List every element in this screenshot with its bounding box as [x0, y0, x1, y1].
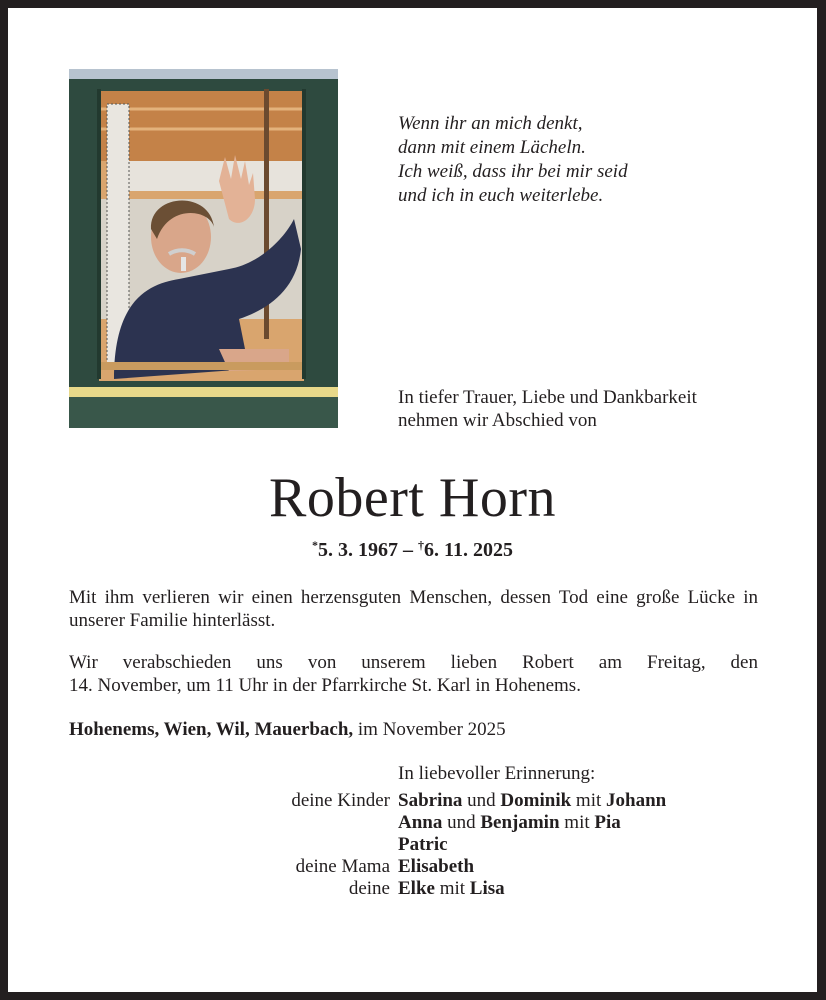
family-member-name: Lisa: [469, 878, 505, 899]
service-line: Wir verabschieden uns von unserem lieben Robert am Freitag, den: [69, 652, 758, 673]
relation-label: deine Kinder: [291, 790, 390, 811]
body-paragraph-service: [69, 651, 758, 697]
family-member-name: Elisabeth: [398, 856, 475, 877]
family-row: [198, 856, 798, 878]
family-row: [198, 834, 798, 856]
portrait-image-icon: [69, 69, 338, 428]
poem-line: Wenn ihr an mich denkt,: [398, 113, 583, 134]
family-member-name: Anna: [398, 812, 443, 833]
connector-text: mit: [559, 812, 595, 833]
intro-line: In tiefer Trauer, Liebe und Dankbarkeit: [398, 387, 697, 408]
relation-label: [198, 812, 398, 834]
family-member-name: Patric: [398, 834, 448, 855]
family-row: [198, 878, 798, 900]
deceased-name: Robert Horn: [268, 467, 556, 529]
service-line: 14. November, um 11 Uhr in der Pfarrkirche St. Karl in Hohenems.: [69, 675, 581, 696]
family-list: [198, 790, 798, 900]
birth-date: 5. 3. 1967: [318, 539, 399, 561]
poem-line: dann mit einem Lächeln.: [398, 137, 586, 158]
family-names: [398, 812, 621, 834]
relation-label: deine: [348, 878, 390, 899]
birth-star-icon: *: [312, 538, 319, 552]
family-names: [398, 790, 666, 812]
mourning-intro: [398, 386, 798, 432]
place-and-date: [69, 718, 506, 742]
family-member-name: Sabrina: [398, 790, 463, 811]
memorial-poem: [398, 112, 778, 208]
death-date: 6. 11. 2025: [424, 539, 513, 561]
family-member-name: Pia: [594, 812, 621, 833]
connector-text: mit: [434, 878, 470, 899]
family-member-name: Johann: [606, 790, 667, 811]
family-member-name: Elke: [398, 878, 435, 899]
family-names: [398, 834, 448, 856]
connector-text: und: [462, 790, 501, 811]
death-cross-icon: †: [418, 538, 425, 552]
family-member-name: Dominik: [500, 790, 572, 811]
relation-label: [198, 834, 398, 856]
family-names: [398, 856, 474, 878]
connector-text: und: [442, 812, 481, 833]
life-dates: [8, 532, 817, 563]
relation-label: deine Mama: [295, 856, 390, 877]
family-member-name: Benjamin: [480, 812, 560, 833]
places: Hohenems, Wien, Wil, Mauerbach,: [69, 719, 354, 740]
intro-line: nehmen wir Abschied von: [398, 410, 597, 431]
portrait-photo: [69, 69, 338, 428]
family-row: [198, 812, 798, 834]
obituary-page: [8, 8, 817, 992]
date-text: im November 2025: [353, 719, 506, 740]
poem-line: Ich weiß, dass ihr bei mir seid: [398, 161, 628, 182]
family-row: [198, 790, 798, 812]
body-paragraph-loss: Mit ihm verlieren wir einen herzensguten Menschen, dessen Tod eine große Lücke in unserer Familie hinterlässt.: [69, 587, 758, 631]
family-names: [398, 878, 505, 900]
poem-line: und ich in euch weiterlebe.: [398, 185, 604, 206]
connector-text: mit: [571, 790, 607, 811]
memory-heading: In liebevoller Erinnerung:: [398, 763, 596, 784]
date-separator: –: [398, 539, 419, 561]
